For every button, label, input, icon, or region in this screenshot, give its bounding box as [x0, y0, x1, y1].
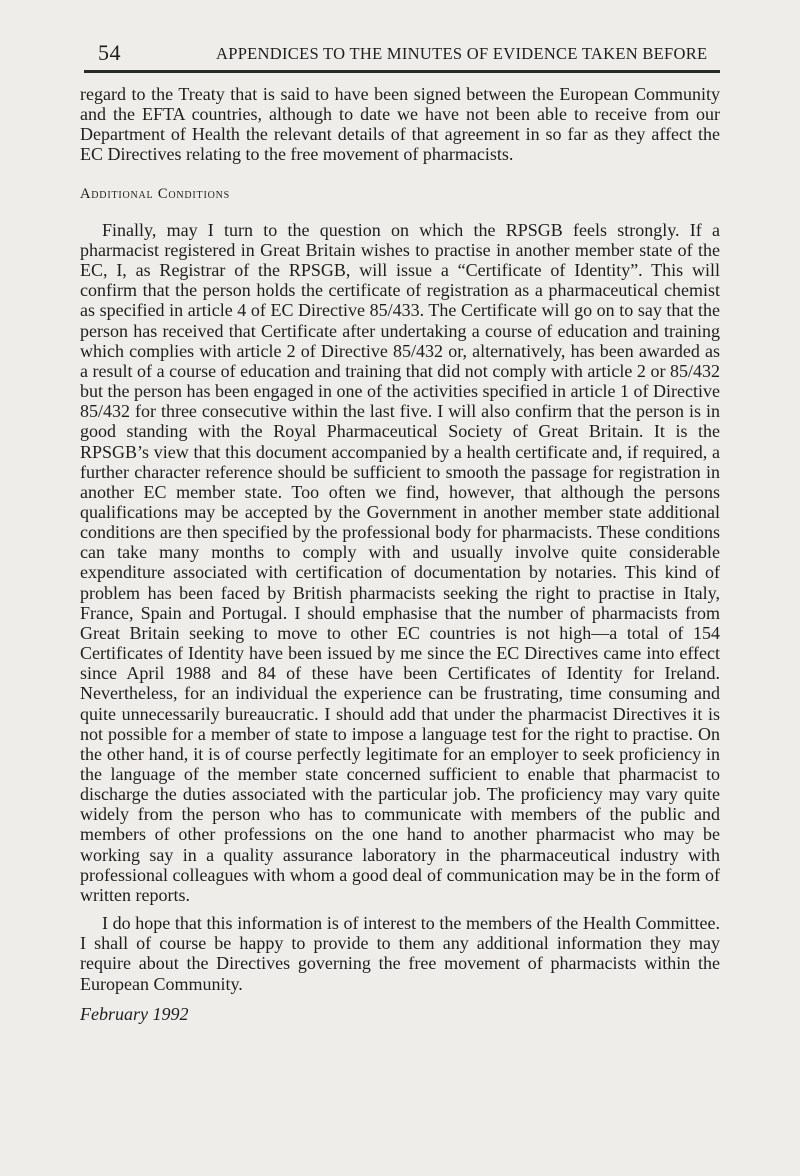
- header-rule: [84, 70, 720, 73]
- running-title: APPENDICES TO THE MINUTES OF EVIDENCE TAKEN BEFORE: [216, 44, 708, 63]
- running-header: [80, 38, 720, 66]
- paragraph-continued: regard to the Treaty that is said to have been signed between the European Community and the EFTA countries, although to date we have not been able to receive from our Department of Health the relevant details of that agreement in so far as they affect the EC Directives relating to the free movement of pharmacists.: [80, 84, 720, 165]
- document-date: February 1992: [80, 1003, 189, 1024]
- document-body: [80, 84, 720, 1024]
- paragraph-closing: I do hope that this information is of interest to the members of the Health Committee. I shall of course be happy to provide to them any additional information they may require about the Directives governing the free movement of pharmacists within the European Community.: [80, 913, 720, 994]
- section-heading: Additional Conditions: [80, 185, 230, 202]
- page-number: 54: [98, 40, 121, 65]
- paragraph-additional-conditions: Finally, may I turn to the question on which the RPSGB feels strongly. If a pharmacist registered in Great Britain wishes to practise in another member state of the EC, I, as Registrar of the RPSGB, will issue a “Certificate of Identity”. This will confirm that the person holds the certificate of registration as a pharmaceutical chemist as specified in article 4 of EC Directive 85/433. The Certificate will go on to say that the person has received that Certificate after undertaking a course of education and training which complies with article 2 of Directive 85/432 or, alternatively, has been awarded as a result of a course of education and training that did not comply with article 2 or 85/432 but the person has been engaged in one of the activities specified in article 1 of Directive 85/432 for three consecutive within the last five. I will also confirm that the person is in good standing with the Royal Pharmaceutical Society of Great Britain. It is the RPSGB’s view that this document accompanied by a health certificate and, if required, a further character reference should be sufficient to smooth the passage for registration in another EC member state. Too often we find, however, that although the persons qualifications may be accepted by the Government in another member state additional conditions are then specified by the professional body for pharmacists. These conditions can take many months to comply with and usually involve quite considerable expenditure associated with certification of documentation by notaries. This kind of problem has been faced by British pharmacists seeking the right to practise in Italy, France, Spain and Portugal. I should emphasise that the number of pharmacists from Great Britain seeking to move to other EC countries is not high—a total of 154 Certificates of Identity have been issued by me since the EC Directives came into effect since April 1988 and 84 of these have been Certificates of Identity for Ireland. Nevertheless, for an individual the experience can be frustrating, time consuming and quite unnecessarily bureaucratic. I should add that under the pharmacist Directives it is not possible for a member of state to impose a language test for the right to practise. On the other hand, it is of course perfectly legitimate for an employer to seek proficiency in the language of the member state concerned sufficient to enable that pharmacist to discharge the duties associated with the particular job. The proficiency may vary quite widely from the person who has to communicate with members of the public and members of other professions on the one hand to another pharmacist who may be working say in a quality assurance laboratory in the pharmaceutical industry with professional colleagues with whom a good deal of communication may be in the form of written reports.: [80, 219, 720, 905]
